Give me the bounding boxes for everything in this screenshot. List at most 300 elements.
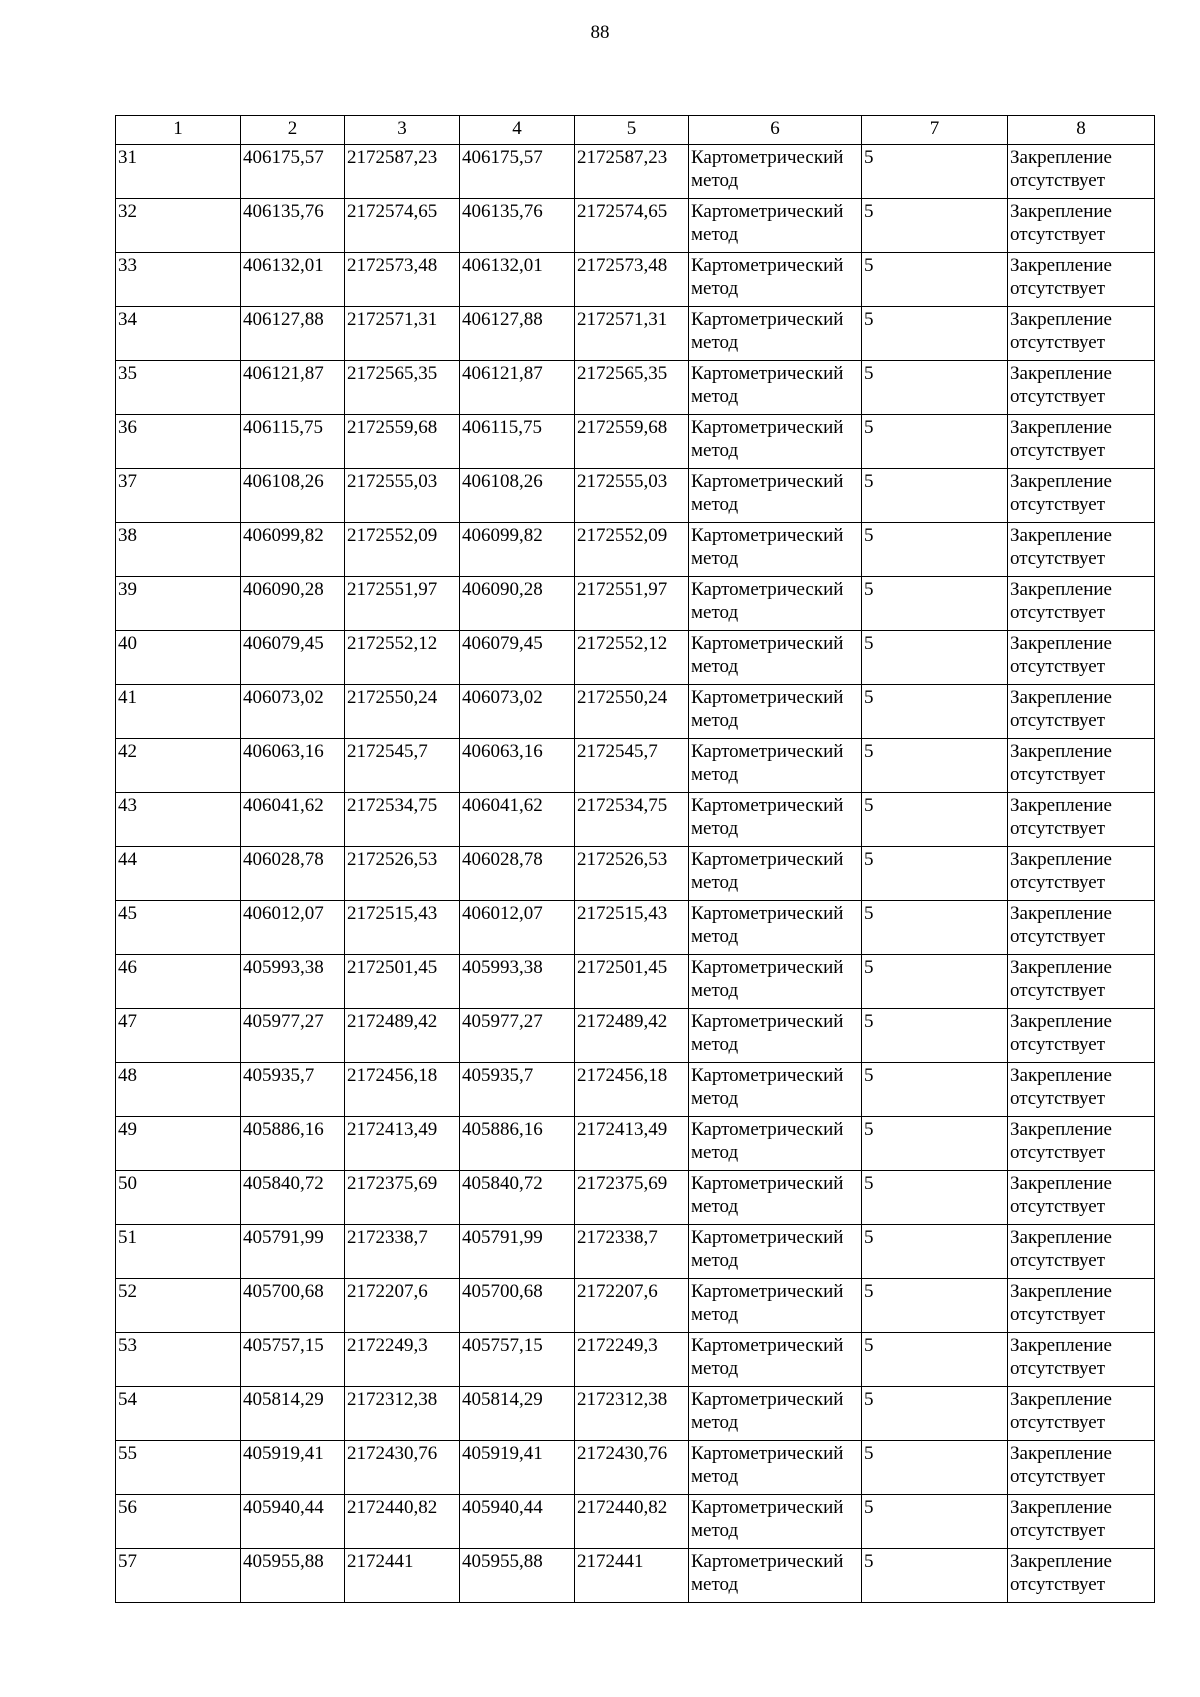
method-line: метод (691, 278, 739, 299)
fixing-line: Закрепление (1010, 1281, 1112, 1302)
method-line: Картометрический (691, 1173, 844, 1194)
method-cell (689, 523, 862, 577)
table-row (116, 1171, 1155, 1225)
accuracy-cell: 5 (862, 415, 1008, 469)
table-row (116, 793, 1155, 847)
method-cell (689, 415, 862, 469)
accuracy-cell: 5 (862, 1117, 1008, 1171)
x-new-cell: 405935,7 (460, 1063, 575, 1117)
y-new-cell: 2172526,53 (575, 847, 689, 901)
y-new-cell: 2172249,3 (575, 1333, 689, 1387)
point-number-cell: 42 (116, 739, 241, 793)
fixing-line: Закрепление (1010, 687, 1112, 708)
column-header: 4 (460, 116, 575, 145)
method-line: Картометрический (691, 1011, 844, 1032)
y-existing-cell: 2172441 (345, 1549, 460, 1603)
accuracy-cell: 5 (862, 793, 1008, 847)
table-row (116, 847, 1155, 901)
method-cell (689, 631, 862, 685)
y-new-cell: 2172456,18 (575, 1063, 689, 1117)
table-row (116, 955, 1155, 1009)
method-line: метод (691, 926, 739, 947)
point-number-cell: 44 (116, 847, 241, 901)
fixing-line: отсутствует (1010, 440, 1106, 461)
point-number-cell: 53 (116, 1333, 241, 1387)
accuracy-cell: 5 (862, 145, 1008, 199)
x-new-cell: 406127,88 (460, 307, 575, 361)
x-new-cell: 406073,02 (460, 685, 575, 739)
column-header: 8 (1008, 116, 1155, 145)
y-existing-cell: 2172489,42 (345, 1009, 460, 1063)
fixing-line: Закрепление (1010, 255, 1112, 276)
method-line: Картометрический (691, 417, 844, 438)
fixing-line: отсутствует (1010, 224, 1106, 245)
y-existing-cell: 2172440,82 (345, 1495, 460, 1549)
x-new-cell: 406099,82 (460, 523, 575, 577)
fixing-line: отсутствует (1010, 1520, 1106, 1541)
point-number-cell: 50 (116, 1171, 241, 1225)
fixing-cell (1008, 685, 1155, 739)
fixing-line: Закрепление (1010, 417, 1112, 438)
table-row (116, 1225, 1155, 1279)
point-number-cell: 57 (116, 1549, 241, 1603)
method-line: Картометрический (691, 849, 844, 870)
x-existing-cell: 405955,88 (241, 1549, 345, 1603)
point-number-cell: 46 (116, 955, 241, 1009)
method-cell (689, 307, 862, 361)
fixing-cell (1008, 523, 1155, 577)
x-new-cell: 405919,41 (460, 1441, 575, 1495)
fixing-cell (1008, 1171, 1155, 1225)
x-existing-cell: 406121,87 (241, 361, 345, 415)
method-line: Картометрический (691, 471, 844, 492)
x-existing-cell: 405940,44 (241, 1495, 345, 1549)
y-new-cell: 2172501,45 (575, 955, 689, 1009)
accuracy-cell: 5 (862, 1009, 1008, 1063)
accuracy-cell: 5 (862, 1495, 1008, 1549)
method-line: метод (691, 1196, 739, 1217)
x-new-cell: 405993,38 (460, 955, 575, 1009)
table-body (116, 116, 1155, 1603)
x-existing-cell: 405993,38 (241, 955, 345, 1009)
y-new-cell: 2172515,43 (575, 901, 689, 955)
method-line: Картометрический (691, 903, 844, 924)
accuracy-cell: 5 (862, 1441, 1008, 1495)
fixing-line: отсутствует (1010, 764, 1106, 785)
y-new-cell: 2172551,97 (575, 577, 689, 631)
accuracy-cell: 5 (862, 1549, 1008, 1603)
fixing-line: отсутствует (1010, 1574, 1106, 1595)
y-new-cell: 2172555,03 (575, 469, 689, 523)
y-existing-cell: 2172207,6 (345, 1279, 460, 1333)
x-existing-cell: 406041,62 (241, 793, 345, 847)
x-new-cell: 405791,99 (460, 1225, 575, 1279)
fixing-line: Закрепление (1010, 363, 1112, 384)
method-line: Картометрический (691, 147, 844, 168)
fixing-line: Закрепление (1010, 633, 1112, 654)
x-existing-cell: 406115,75 (241, 415, 345, 469)
method-line: метод (691, 710, 739, 731)
accuracy-cell: 5 (862, 523, 1008, 577)
method-line: метод (691, 1358, 739, 1379)
x-existing-cell: 406012,07 (241, 901, 345, 955)
fixing-line: Закрепление (1010, 1227, 1112, 1248)
y-existing-cell: 2172545,7 (345, 739, 460, 793)
table-row (116, 1279, 1155, 1333)
fixing-cell (1008, 469, 1155, 523)
x-new-cell: 406108,26 (460, 469, 575, 523)
fixing-line: отсутствует (1010, 818, 1106, 839)
method-cell (689, 253, 862, 307)
method-cell (689, 1441, 862, 1495)
method-cell (689, 361, 862, 415)
method-cell (689, 1549, 862, 1603)
table-row (116, 1117, 1155, 1171)
fixing-line: Закрепление (1010, 579, 1112, 600)
x-existing-cell: 405886,16 (241, 1117, 345, 1171)
x-existing-cell: 406132,01 (241, 253, 345, 307)
method-cell (689, 1333, 862, 1387)
fixing-cell (1008, 1495, 1155, 1549)
method-line: метод (691, 1304, 739, 1325)
method-line: метод (691, 602, 739, 623)
x-new-cell: 406012,07 (460, 901, 575, 955)
y-existing-cell: 2172312,38 (345, 1387, 460, 1441)
method-cell (689, 1495, 862, 1549)
y-new-cell: 2172441 (575, 1549, 689, 1603)
y-new-cell: 2172565,35 (575, 361, 689, 415)
table-row (116, 631, 1155, 685)
fixing-line: Закрепление (1010, 1443, 1112, 1464)
fixing-cell (1008, 1117, 1155, 1171)
method-line: Картометрический (691, 309, 844, 330)
x-existing-cell: 406127,88 (241, 307, 345, 361)
y-new-cell: 2172375,69 (575, 1171, 689, 1225)
point-number-cell: 54 (116, 1387, 241, 1441)
x-new-cell: 405840,72 (460, 1171, 575, 1225)
fixing-line: Закрепление (1010, 849, 1112, 870)
x-existing-cell: 405700,68 (241, 1279, 345, 1333)
table-row (116, 523, 1155, 577)
fixing-line: Закрепление (1010, 201, 1112, 222)
fixing-line: отсутствует (1010, 1466, 1106, 1487)
x-existing-cell: 406063,16 (241, 739, 345, 793)
point-number-cell: 49 (116, 1117, 241, 1171)
method-line: метод (691, 548, 739, 569)
point-number-cell: 39 (116, 577, 241, 631)
fixing-cell (1008, 739, 1155, 793)
point-number-cell: 47 (116, 1009, 241, 1063)
table-row (116, 739, 1155, 793)
fixing-line: Закрепление (1010, 741, 1112, 762)
accuracy-cell: 5 (862, 253, 1008, 307)
y-existing-cell: 2172552,09 (345, 523, 460, 577)
fixing-line: отсутствует (1010, 1412, 1106, 1433)
accuracy-cell: 5 (862, 847, 1008, 901)
y-existing-cell: 2172565,35 (345, 361, 460, 415)
y-existing-cell: 2172587,23 (345, 145, 460, 199)
accuracy-cell: 5 (862, 361, 1008, 415)
fixing-line: Закрепление (1010, 309, 1112, 330)
y-existing-cell: 2172534,75 (345, 793, 460, 847)
method-line: Картометрический (691, 525, 844, 546)
y-new-cell: 2172559,68 (575, 415, 689, 469)
y-new-cell: 2172587,23 (575, 145, 689, 199)
accuracy-cell: 5 (862, 1387, 1008, 1441)
table-row (116, 1063, 1155, 1117)
table-row (116, 1495, 1155, 1549)
method-line: Картометрический (691, 1065, 844, 1086)
x-new-cell: 405940,44 (460, 1495, 575, 1549)
fixing-line: отсутствует (1010, 332, 1106, 353)
y-new-cell: 2172550,24 (575, 685, 689, 739)
x-new-cell: 406028,78 (460, 847, 575, 901)
method-cell (689, 577, 862, 631)
y-existing-cell: 2172551,97 (345, 577, 460, 631)
accuracy-cell: 5 (862, 1225, 1008, 1279)
method-line: Картометрический (691, 741, 844, 762)
y-existing-cell: 2172375,69 (345, 1171, 460, 1225)
fixing-cell (1008, 793, 1155, 847)
accuracy-cell: 5 (862, 1171, 1008, 1225)
fixing-cell (1008, 901, 1155, 955)
method-cell (689, 1117, 862, 1171)
method-cell (689, 793, 862, 847)
fixing-line: отсутствует (1010, 980, 1106, 1001)
fixing-cell (1008, 1009, 1155, 1063)
fixing-line: отсутствует (1010, 1250, 1106, 1271)
x-existing-cell: 406175,57 (241, 145, 345, 199)
fixing-line: отсутствует (1010, 1088, 1106, 1109)
method-cell (689, 901, 862, 955)
fixing-cell (1008, 1549, 1155, 1603)
x-new-cell: 405886,16 (460, 1117, 575, 1171)
column-header: 6 (689, 116, 862, 145)
point-number-cell: 48 (116, 1063, 241, 1117)
point-number-cell: 37 (116, 469, 241, 523)
fixing-cell (1008, 307, 1155, 361)
y-existing-cell: 2172571,31 (345, 307, 460, 361)
x-new-cell: 406063,16 (460, 739, 575, 793)
y-existing-cell: 2172456,18 (345, 1063, 460, 1117)
table-row (116, 1009, 1155, 1063)
method-line: метод (691, 1520, 739, 1541)
column-header: 2 (241, 116, 345, 145)
fixing-cell (1008, 199, 1155, 253)
y-new-cell: 2172534,75 (575, 793, 689, 847)
method-cell (689, 1171, 862, 1225)
y-new-cell: 2172338,7 (575, 1225, 689, 1279)
table-row (116, 253, 1155, 307)
accuracy-cell: 5 (862, 199, 1008, 253)
table-row (116, 307, 1155, 361)
x-existing-cell: 405919,41 (241, 1441, 345, 1495)
fixing-line: отсутствует (1010, 872, 1106, 893)
method-line: метод (691, 764, 739, 785)
column-header: 7 (862, 116, 1008, 145)
accuracy-cell: 5 (862, 1063, 1008, 1117)
method-line: метод (691, 1466, 739, 1487)
table-row (116, 199, 1155, 253)
accuracy-cell: 5 (862, 469, 1008, 523)
y-existing-cell: 2172573,48 (345, 253, 460, 307)
fixing-line: отсутствует (1010, 1196, 1106, 1217)
fixing-line: Закрепление (1010, 471, 1112, 492)
y-existing-cell: 2172430,76 (345, 1441, 460, 1495)
x-existing-cell: 405814,29 (241, 1387, 345, 1441)
x-existing-cell: 405840,72 (241, 1171, 345, 1225)
method-cell (689, 469, 862, 523)
method-cell (689, 1279, 862, 1333)
y-new-cell: 2172430,76 (575, 1441, 689, 1495)
method-line: Картометрический (691, 1227, 844, 1248)
y-new-cell: 2172312,38 (575, 1387, 689, 1441)
point-number-cell: 35 (116, 361, 241, 415)
fixing-line: Закрепление (1010, 903, 1112, 924)
method-line: Картометрический (691, 687, 844, 708)
fixing-line: отсутствует (1010, 710, 1106, 731)
method-line: Картометрический (691, 255, 844, 276)
accuracy-cell: 5 (862, 1279, 1008, 1333)
fixing-cell (1008, 631, 1155, 685)
y-new-cell: 2172552,09 (575, 523, 689, 577)
accuracy-cell: 5 (862, 685, 1008, 739)
method-line: метод (691, 872, 739, 893)
accuracy-cell: 5 (862, 577, 1008, 631)
method-line: Картометрический (691, 363, 844, 384)
fixing-line: отсутствует (1010, 1034, 1106, 1055)
table-row (116, 415, 1155, 469)
method-line: метод (691, 1412, 739, 1433)
x-new-cell: 405955,88 (460, 1549, 575, 1603)
table-row (116, 1387, 1155, 1441)
fixing-line: отсутствует (1010, 1304, 1106, 1325)
table-row (116, 1333, 1155, 1387)
method-line: Картометрический (691, 1281, 844, 1302)
fixing-line: Закрепление (1010, 1551, 1112, 1572)
method-line: метод (691, 332, 739, 353)
column-header: 1 (116, 116, 241, 145)
method-cell (689, 199, 862, 253)
fixing-cell (1008, 955, 1155, 1009)
method-cell (689, 685, 862, 739)
fixing-line: отсутствует (1010, 278, 1106, 299)
accuracy-cell: 5 (862, 901, 1008, 955)
method-line: Картометрический (691, 201, 844, 222)
y-existing-cell: 2172574,65 (345, 199, 460, 253)
x-existing-cell: 406079,45 (241, 631, 345, 685)
y-existing-cell: 2172559,68 (345, 415, 460, 469)
y-new-cell: 2172545,7 (575, 739, 689, 793)
method-cell (689, 1063, 862, 1117)
x-new-cell: 406090,28 (460, 577, 575, 631)
fixing-cell (1008, 1333, 1155, 1387)
fixing-line: Закрепление (1010, 147, 1112, 168)
y-existing-cell: 2172338,7 (345, 1225, 460, 1279)
fixing-cell (1008, 1387, 1155, 1441)
table-header-row (116, 116, 1155, 145)
method-cell (689, 145, 862, 199)
y-existing-cell: 2172550,24 (345, 685, 460, 739)
method-line: метод (691, 1088, 739, 1109)
y-existing-cell: 2172413,49 (345, 1117, 460, 1171)
method-line: метод (691, 1250, 739, 1271)
x-existing-cell: 406135,76 (241, 199, 345, 253)
y-new-cell: 2172573,48 (575, 253, 689, 307)
table-row (116, 1441, 1155, 1495)
x-new-cell: 406132,01 (460, 253, 575, 307)
x-existing-cell: 405935,7 (241, 1063, 345, 1117)
fixing-line: Закрепление (1010, 1389, 1112, 1410)
x-new-cell: 406121,87 (460, 361, 575, 415)
fixing-line: отсутствует (1010, 926, 1106, 947)
y-existing-cell: 2172555,03 (345, 469, 460, 523)
method-line: Картометрический (691, 633, 844, 654)
method-line: метод (691, 170, 739, 191)
method-line: Картометрический (691, 1551, 844, 1572)
method-line: метод (691, 440, 739, 461)
point-number-cell: 40 (116, 631, 241, 685)
fixing-line: Закрепление (1010, 1065, 1112, 1086)
x-new-cell: 406079,45 (460, 631, 575, 685)
y-new-cell: 2172574,65 (575, 199, 689, 253)
fixing-cell (1008, 1225, 1155, 1279)
fixing-cell (1008, 1441, 1155, 1495)
fixing-cell (1008, 415, 1155, 469)
x-new-cell: 405977,27 (460, 1009, 575, 1063)
accuracy-cell: 5 (862, 631, 1008, 685)
y-new-cell: 2172440,82 (575, 1495, 689, 1549)
method-line: Картометрический (691, 1335, 844, 1356)
fixing-line: Закрепление (1010, 1497, 1112, 1518)
method-cell (689, 1225, 862, 1279)
fixing-line: Закрепление (1010, 1119, 1112, 1140)
fixing-line: отсутствует (1010, 494, 1106, 515)
fixing-line: Закрепление (1010, 795, 1112, 816)
fixing-line: Закрепление (1010, 1173, 1112, 1194)
fixing-line: отсутствует (1010, 170, 1106, 191)
x-existing-cell: 406099,82 (241, 523, 345, 577)
point-number-cell: 32 (116, 199, 241, 253)
method-cell (689, 847, 862, 901)
accuracy-cell: 5 (862, 307, 1008, 361)
method-cell (689, 739, 862, 793)
fixing-line: отсутствует (1010, 386, 1106, 407)
x-new-cell: 406135,76 (460, 199, 575, 253)
x-new-cell: 405757,15 (460, 1333, 575, 1387)
method-line: метод (691, 494, 739, 515)
method-line: метод (691, 1574, 739, 1595)
point-number-cell: 51 (116, 1225, 241, 1279)
y-new-cell: 2172571,31 (575, 307, 689, 361)
fixing-cell (1008, 1279, 1155, 1333)
method-line: метод (691, 224, 739, 245)
x-existing-cell: 406090,28 (241, 577, 345, 631)
method-line: Картометрический (691, 1119, 844, 1140)
accuracy-cell: 5 (862, 739, 1008, 793)
x-existing-cell: 405977,27 (241, 1009, 345, 1063)
table-row (116, 901, 1155, 955)
method-line: метод (691, 386, 739, 407)
y-new-cell: 2172207,6 (575, 1279, 689, 1333)
y-existing-cell: 2172249,3 (345, 1333, 460, 1387)
method-line: Картометрический (691, 579, 844, 600)
point-number-cell: 38 (116, 523, 241, 577)
y-new-cell: 2172552,12 (575, 631, 689, 685)
point-number-cell: 45 (116, 901, 241, 955)
x-new-cell: 405814,29 (460, 1387, 575, 1441)
method-cell (689, 1387, 862, 1441)
